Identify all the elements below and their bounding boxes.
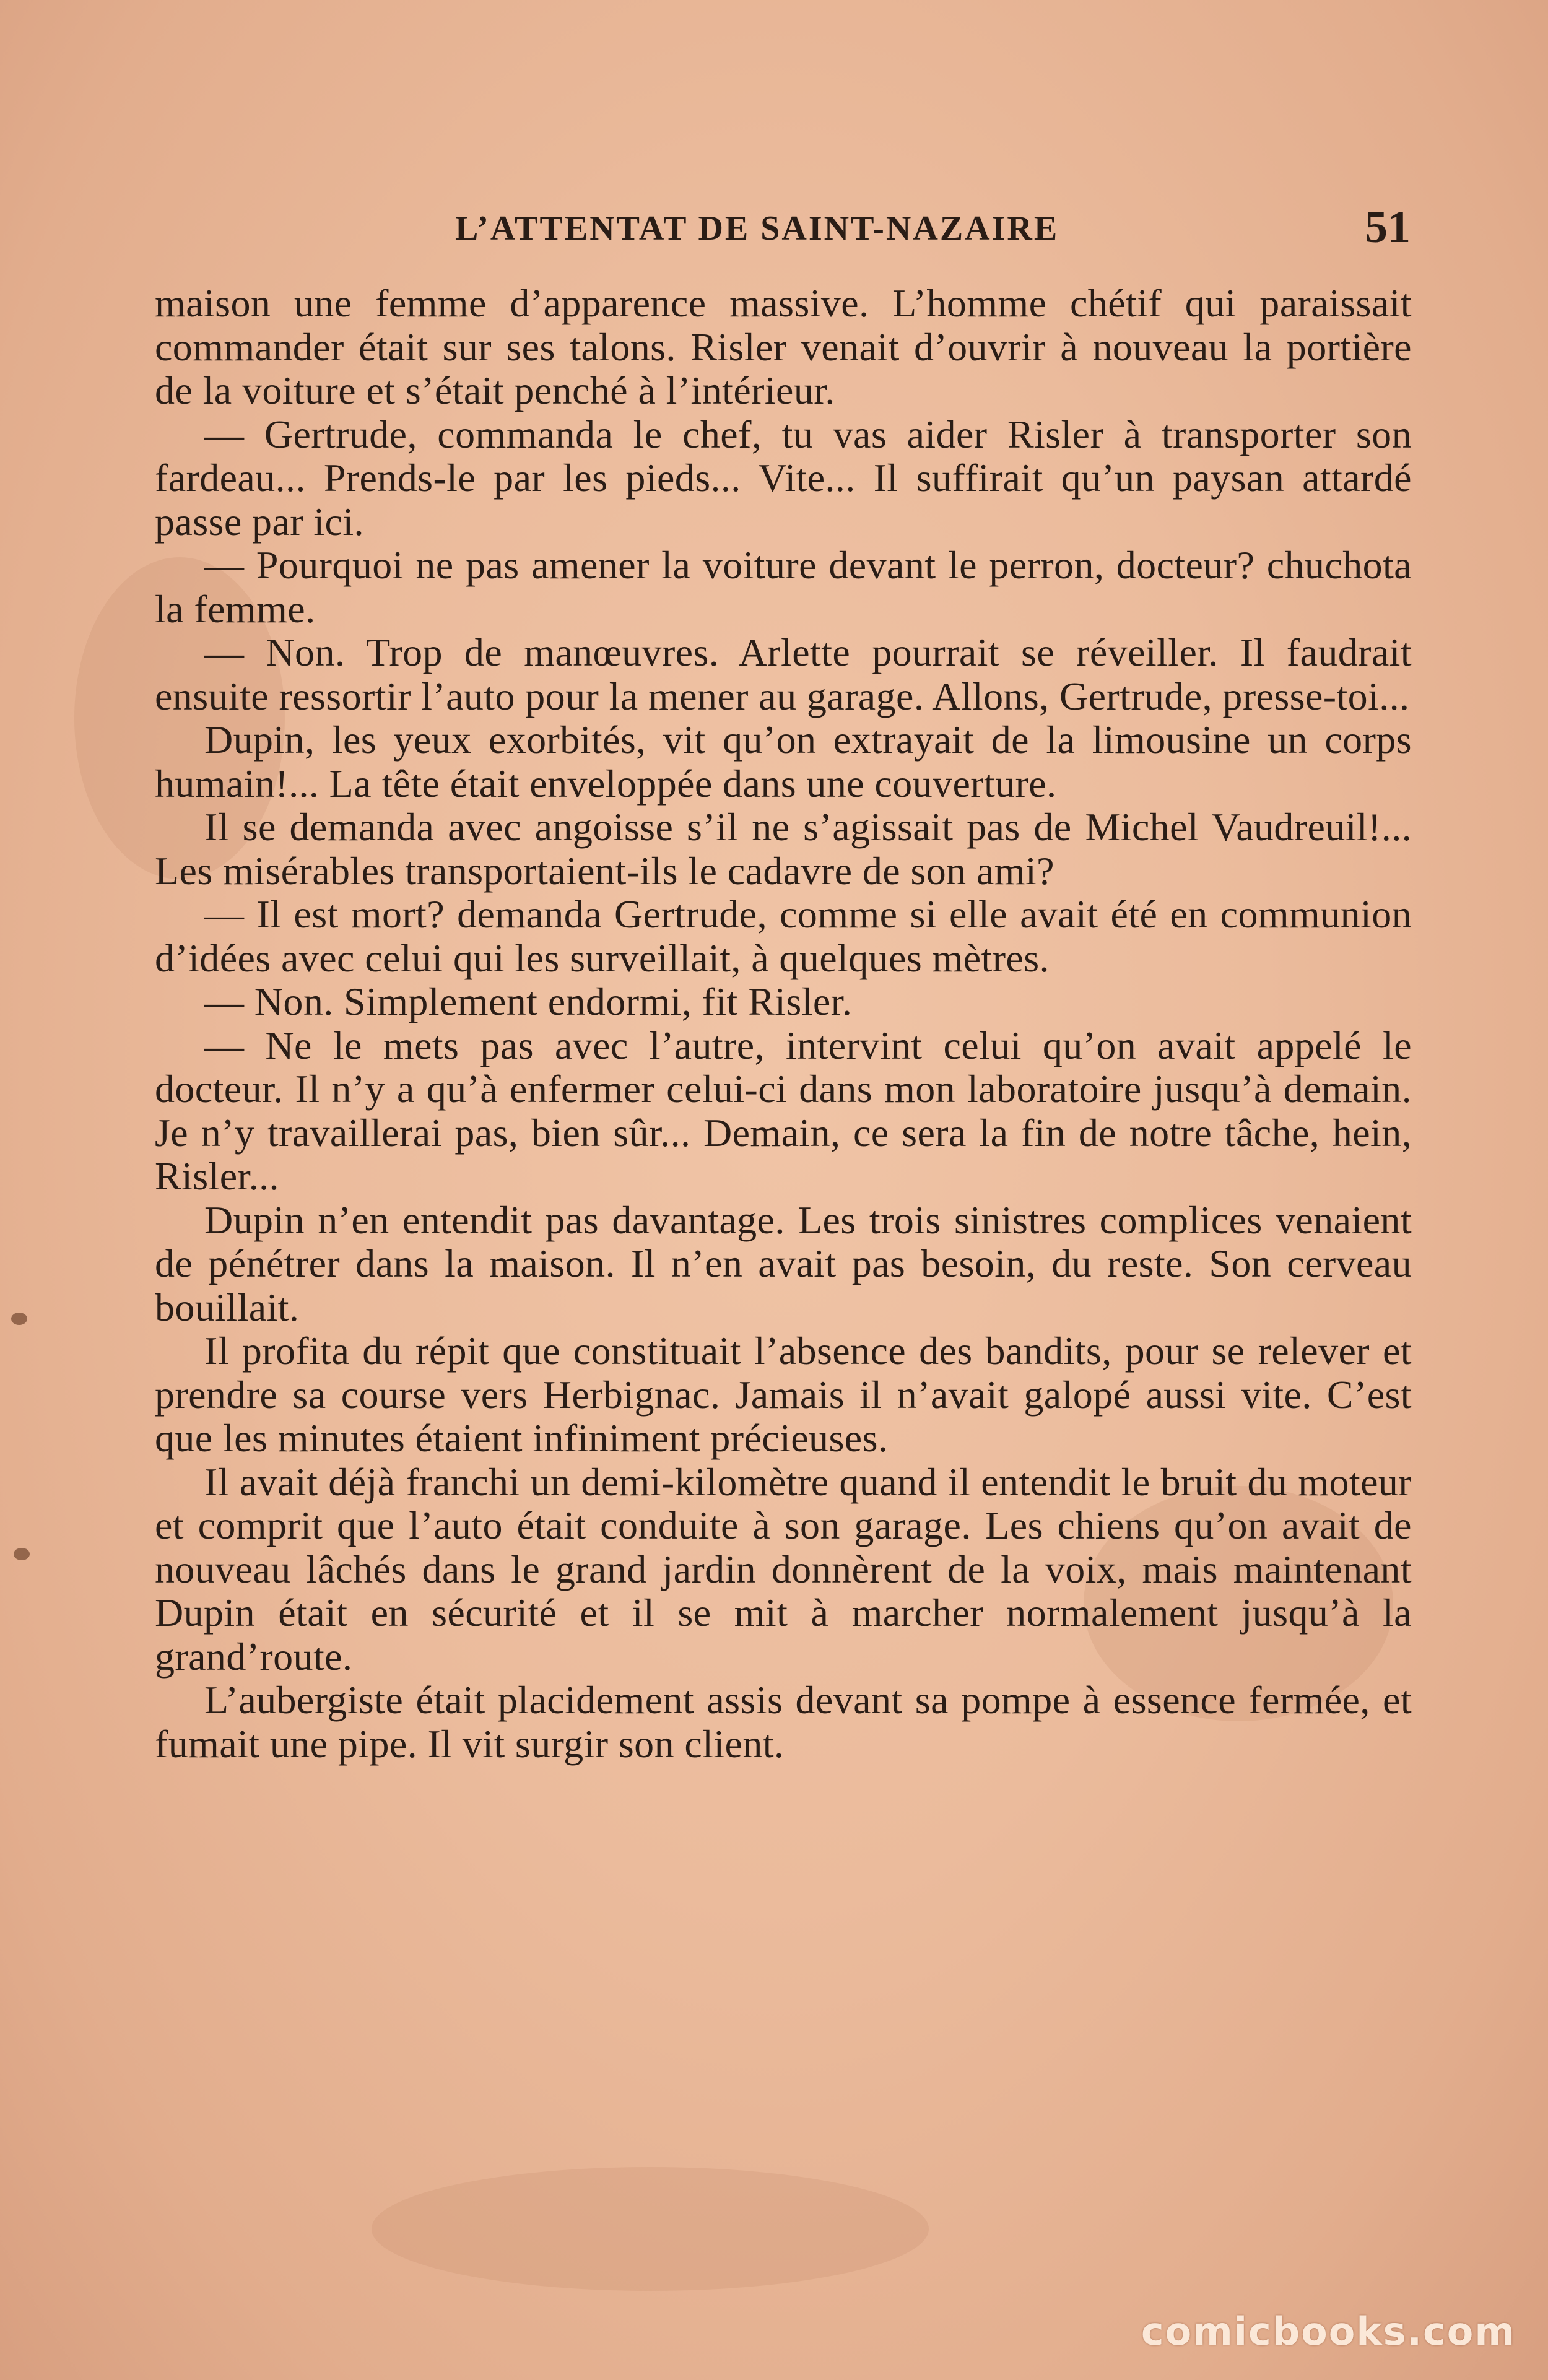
site-watermark: comicbooks.com (1141, 2309, 1516, 2354)
binding-hole (11, 1313, 27, 1325)
paragraph: — Non. Trop de manœuvres. Arlette pourrait se réveiller. Il faudrait ensuite ressortir l’auto pour la mener au garage. Allons, Gertrude, presse-toi... (155, 630, 1412, 718)
paper-stain (372, 2167, 929, 2291)
binding-hole (14, 1548, 30, 1560)
paragraph: Dupin n’en entendit pas davantage. Les trois sinistres complices venaient de pénétrer dans la maison. Il n’en avait pas besoin, du reste. Son cerveau bouillait. (155, 1197, 1412, 1329)
paragraph: Il profita du répit que constituait l’absence des bandits, pour se relever et prendre sa course vers Herbignac. Jamais il n’avait galopé aussi vite. C’est que les minutes étaient infiniment précieuses. (155, 1329, 1412, 1460)
paragraph: Dupin, les yeux exorbités, vit qu’on extrayait de la limousine un corps humain!... La tête était enveloppée dans une couverture. (155, 718, 1412, 806)
header-title: L’ATTENTAT DE SAINT-NAZAIRE (455, 209, 1059, 248)
paragraph: — Pourquoi ne pas amener la voiture devant le perron, docteur? chuchota la femme. (155, 543, 1412, 631)
body-text (155, 282, 1412, 1766)
paragraph: Il avait déjà franchi un demi-kilomètre quand il entendit le bruit du moteur et comprit que l’auto était conduite à son garage. Les chiens qu’on avait de nouveau lâchés dans le grand jardin donnèrent de la voix, mais maintenant Dupin était en sécurité et il se mit à marcher normalement jusqu’à la grand’route. (155, 1459, 1412, 1679)
paragraph: Il se demanda avec angoisse s’il ne s’agissait pas de Michel Vaudreuil!... Les misérables transportaient-ils le cadavre de son ami? (155, 805, 1412, 893)
running-header (155, 201, 1412, 257)
paragraph: L’aubergiste était placidement assis devant sa pompe à essence fermée, et fumait une pipe. Il vit surgir son client. (155, 1678, 1412, 1766)
paragraph: maison une femme d’apparence massive. L’homme chétif qui paraissait commander était sur ses talons. Risler venait d’ouvrir à nouveau la portière de la voiture et s’était penché à l’intérieur. (155, 281, 1412, 412)
paragraph: — Non. Simplement endormi, fit Risler. (204, 979, 853, 1023)
paragraph: — Gertrude, commanda le chef, tu vas aider Risler à transporter son fardeau... Prends-le par les pieds... Vite... Il suffirait qu’un paysan attardé passe par ici. (155, 412, 1412, 544)
paragraph: — Il est mort? demanda Gertrude, comme si elle avait été en communion d’idées avec celui qui les surveillait, à quelques mètres. (155, 892, 1412, 980)
paragraph: — Ne le mets pas avec l’autre, intervint celui qu’on avait appelé le docteur. Il n’y a qu’à enfermer celui-ci dans mon laboratoire jusqu’à demain. Je n’y travaillerai pas, bien sûr... Demain, ce sera la fin de notre tâche, hein, Risler... (155, 1023, 1412, 1198)
page-number: 51 (1365, 202, 1411, 253)
